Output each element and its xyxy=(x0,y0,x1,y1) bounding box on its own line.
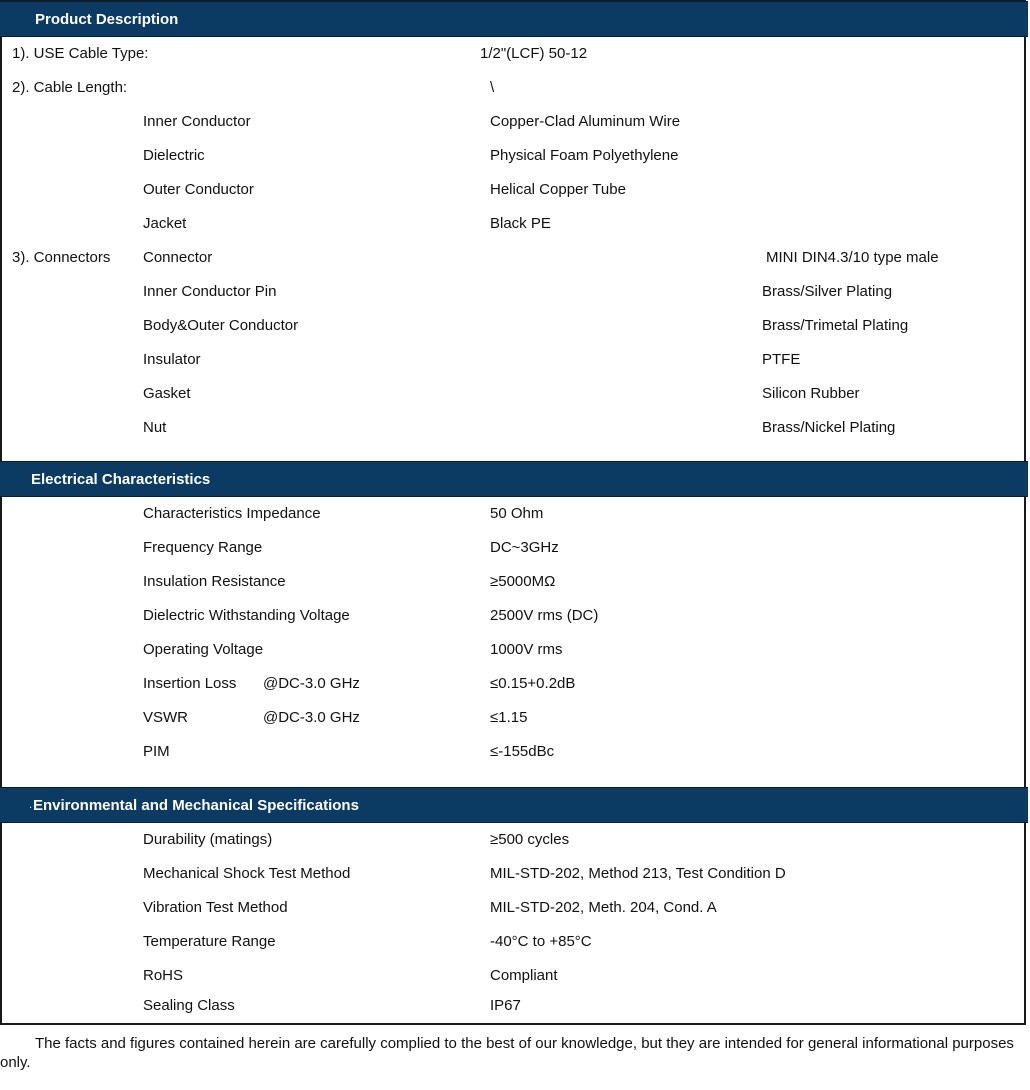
environmental-label: Sealing Class xyxy=(143,997,235,1014)
environmental-value: IP67 xyxy=(490,997,521,1014)
environmental-label: Mechanical Shock Test Method xyxy=(143,865,351,882)
cable-spec-label: Jacket xyxy=(143,215,187,232)
cable-spec-label: Inner Conductor xyxy=(143,113,251,130)
connector-spec-label: Connector xyxy=(143,249,213,266)
disclaimer-note: The facts and figures contained herein are carefully complied to the best of our knowledge, but they are intended for general informational purposes only. xyxy=(0,1035,1014,1071)
connector-spec-value: Brass/Nickel Plating xyxy=(762,419,896,436)
connector-spec-value: PTFE xyxy=(762,351,801,368)
environmental-label: Durability (matings) xyxy=(143,831,273,848)
cable-spec-value: Physical Foam Polyethylene xyxy=(490,147,679,164)
environmental-label: Vibration Test Method xyxy=(143,899,288,916)
electrical-label: Insertion Loss xyxy=(143,675,237,692)
electrical-label: Operating Voltage xyxy=(143,641,264,658)
connector-spec-label: Inner Conductor Pin xyxy=(143,283,277,300)
electrical-label: PIM xyxy=(143,743,170,760)
electrical-label: Insulation Resistance xyxy=(143,573,286,590)
connector-spec-value: Brass/Trimetal Plating xyxy=(762,317,909,334)
environmental-label: RoHS xyxy=(143,967,184,984)
electrical-value: 1000V rms xyxy=(490,641,563,658)
connector-spec-label: Nut xyxy=(143,419,167,436)
connector-spec-label: Gasket xyxy=(143,385,191,402)
cable-length-value: \ xyxy=(490,79,495,96)
cable-spec-value: Black PE xyxy=(490,215,551,232)
cable-length-label: 2). Cable Length: xyxy=(12,79,128,96)
electrical-label: VSWR xyxy=(143,709,188,726)
electrical-label: Characteristics Impedance xyxy=(143,505,321,522)
environmental-value: Compliant xyxy=(490,967,558,984)
environmental-value: MIL-STD-202, Meth. 204, Cond. A xyxy=(490,899,717,916)
electrical-value: ≤1.15 xyxy=(490,709,528,726)
section-title: Product Description xyxy=(35,11,179,28)
section-header-electrical xyxy=(0,461,1028,497)
section-header-product-description xyxy=(0,1,1028,37)
electrical-label: Frequency Range xyxy=(143,539,263,556)
connector-spec-label: Insulator xyxy=(143,351,201,368)
electrical-value: ≤-155dBc xyxy=(490,743,555,760)
electrical-value: ≥5000MΩ xyxy=(490,573,556,590)
electrical-label: Dielectric Withstanding Voltage xyxy=(143,607,350,624)
cable-spec-label: Outer Conductor xyxy=(143,181,254,198)
connector-spec-value: Brass/Silver Plating xyxy=(762,283,893,300)
electrical-value: 2500V rms (DC) xyxy=(490,607,599,624)
cable-type-value: 1/2"(LCF) 50-12 xyxy=(480,45,588,62)
electrical-value: ≤0.15+0.2dB xyxy=(490,675,576,692)
section-title: Electrical Characteristics xyxy=(31,471,211,488)
electrical-value: DC~3GHz xyxy=(490,539,559,556)
section-header-environmental xyxy=(0,787,1028,823)
environmental-value: -40°C to +85°C xyxy=(490,933,592,950)
connectors-label: 3). Connectors xyxy=(12,249,111,266)
connector-spec-label: Body&Outer Conductor xyxy=(143,317,299,334)
electrical-condition: @DC-3.0 GHz xyxy=(263,675,360,692)
electrical-condition: @DC-3.0 GHz xyxy=(263,709,360,726)
cable-spec-label: Dielectric xyxy=(143,147,205,164)
cable-type-label: 1). USE Cable Type: xyxy=(12,45,149,62)
cable-spec-value: Copper-Clad Aluminum Wire xyxy=(490,113,681,130)
environmental-value: MIL-STD-202, Method 213, Test Condition D xyxy=(490,865,786,882)
environmental-value: ≥500 cycles xyxy=(490,831,570,848)
electrical-value: 50 Ohm xyxy=(490,505,544,522)
cable-spec-value: Helical Copper Tube xyxy=(490,181,626,198)
connector-spec-value: Silicon Rubber xyxy=(762,385,860,402)
section-title-mark: . xyxy=(29,799,33,811)
section-title: Environmental and Mechanical Specifications xyxy=(33,797,359,814)
connector-spec-value: MINI DIN4.3/10 type male xyxy=(766,249,939,266)
environmental-label: Temperature Range xyxy=(143,933,276,950)
